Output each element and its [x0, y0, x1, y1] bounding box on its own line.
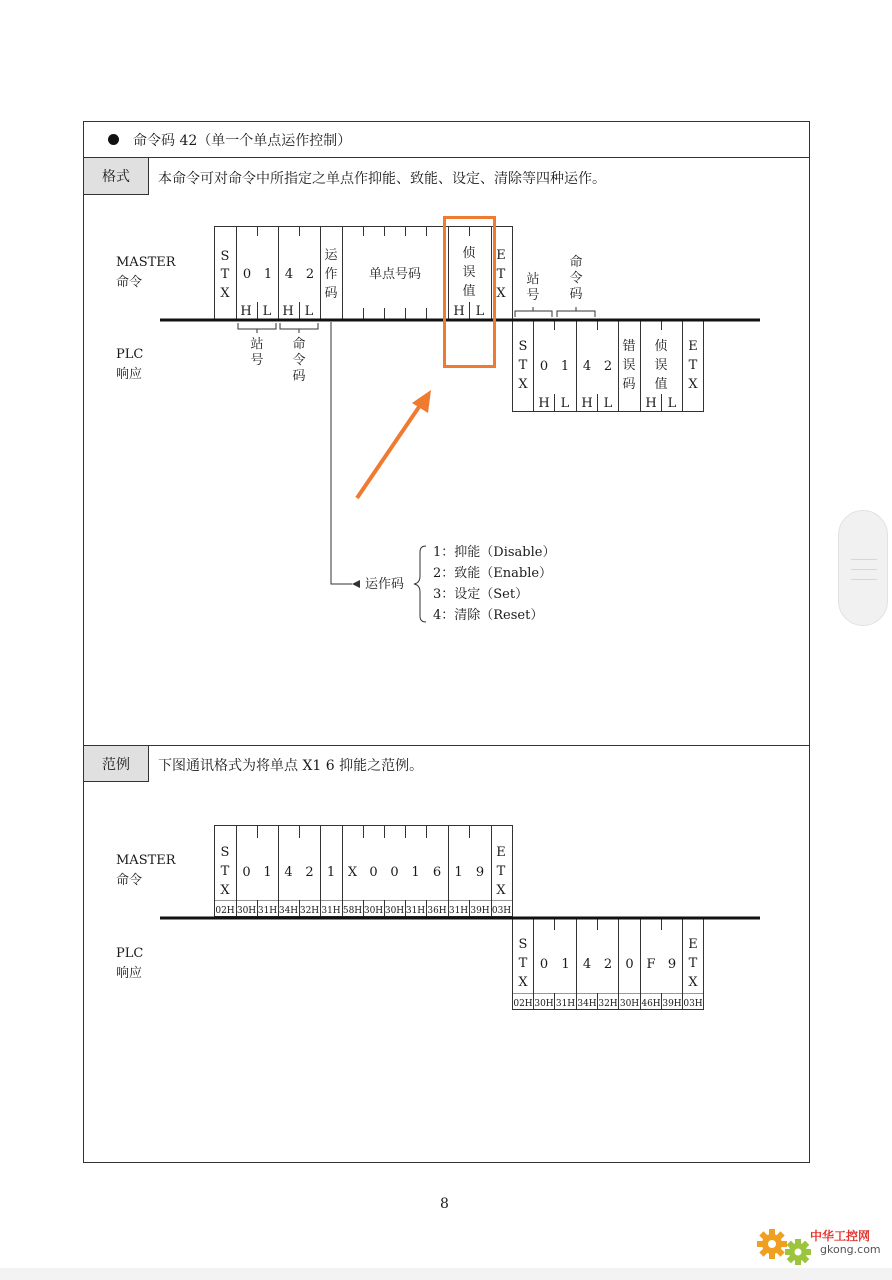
m-op-1: 运	[324, 248, 338, 263]
p-stx-t: T	[518, 358, 528, 373]
example-master-hex: 32H	[299, 906, 320, 916]
example-master-hex: 30H	[363, 906, 384, 916]
example-plc-char: 9	[667, 957, 677, 972]
example-plc-char: F	[646, 957, 656, 972]
m-op-2: 作	[324, 267, 338, 282]
example-plc-hex: 03H	[683, 999, 703, 1009]
example-master-hex: 36H	[427, 906, 447, 916]
example-plc-char: 2	[603, 957, 613, 972]
p-cmd-4: 4	[582, 359, 592, 374]
m-lrc-1: 侦	[462, 246, 476, 261]
example-master-char: 0	[242, 865, 251, 880]
gkong-watermark	[752, 1218, 887, 1268]
format-tag: 格式	[83, 157, 149, 195]
m-etx-e: E	[496, 248, 506, 263]
side-scroll-handle[interactable]	[838, 510, 888, 626]
p-etx-x: X	[688, 377, 698, 392]
m-lrc-2: 误	[462, 265, 476, 280]
above-station-1: 站	[526, 272, 540, 287]
example-master-hex: 31H	[321, 906, 341, 916]
p-station-1: 1	[560, 359, 570, 374]
example-master-char: 2	[305, 865, 314, 880]
handle-grip-line	[851, 579, 877, 580]
m-op-3: 码	[324, 286, 338, 301]
m-st-h: H	[240, 304, 252, 319]
ex-m-etx-t: T	[496, 864, 506, 879]
example-master-label: MASTER 命令	[116, 853, 176, 888]
example-master-char: X	[347, 865, 358, 880]
example-master-hex: 31H	[448, 906, 469, 916]
example-master-hex: 30H	[236, 906, 257, 916]
example-master-char: 0	[369, 865, 378, 880]
below-cmd-3: 码	[292, 369, 306, 384]
above-cmd-1: 命	[569, 255, 583, 270]
p-stx-s: S	[518, 339, 528, 354]
m-stx-x: X	[220, 286, 230, 301]
op-code-title: 运作码	[365, 577, 405, 592]
example-plc-char: 0	[539, 957, 549, 972]
m-cmd-2: 2	[305, 267, 315, 282]
example-plc-char: 0	[625, 957, 634, 972]
op-item-2: 2：致能（Enable）	[433, 566, 553, 581]
ex-p-stx-x: X	[518, 975, 528, 990]
p-lrc-3: 值	[654, 377, 668, 392]
ex-m-stx-s: S	[220, 845, 230, 860]
p-station-0: 0	[539, 359, 549, 374]
p-err-3: 码	[622, 377, 636, 392]
below-cmd-2: 令	[292, 353, 306, 368]
ex-p-etx-t: T	[688, 956, 698, 971]
op-item-1: 1：抑能（Disable）	[433, 545, 556, 560]
example-plc-hex: 31H	[555, 999, 576, 1009]
ex-m-etx-x: X	[496, 883, 506, 898]
example-plc-hex: 46H	[641, 999, 661, 1009]
example-plc-char: 1	[561, 957, 570, 972]
op-item-3: 3：设定（Set）	[433, 587, 529, 602]
ex-p-etx-e: E	[688, 937, 698, 952]
m-lrc-3: 值	[462, 284, 476, 299]
p-stx-x: X	[518, 377, 528, 392]
p-cmd-l: L	[603, 396, 613, 411]
m-cmd-h: H	[282, 304, 294, 319]
m-lrc-h: H	[453, 304, 465, 319]
example-master-char: 6	[432, 865, 442, 880]
m-cmd-l: L	[304, 304, 314, 319]
m-cmd-4: 4	[284, 267, 294, 282]
example-master-char: 1	[263, 865, 272, 880]
example-plc-hex: 32H	[598, 999, 618, 1009]
handle-grip-line	[851, 559, 877, 560]
example-master-char: 1	[454, 865, 463, 880]
format-plc-label: PLC 响应	[116, 347, 144, 382]
m-station-1: 1	[263, 267, 273, 282]
ex-p-stx-t: T	[518, 956, 528, 971]
m-stx-t: T	[220, 267, 230, 282]
p-etx-e: E	[688, 339, 698, 354]
example-master-char: 1	[326, 865, 336, 880]
format-master-label: MASTER 命令	[116, 255, 176, 290]
handle-grip-line	[851, 569, 877, 570]
page-number: 8	[440, 1196, 449, 1212]
example-master-hex: 39H	[470, 906, 490, 916]
above-station-2: 号	[526, 288, 540, 303]
m-etx-x: X	[496, 286, 506, 301]
example-master-hex: 34H	[278, 906, 299, 916]
example-master-hex: 58H	[342, 906, 363, 916]
below-station-2: 号	[250, 353, 264, 368]
m-st-l: L	[262, 304, 272, 319]
header-title: 命令码 42（单一个单点运作控制）	[133, 133, 352, 149]
example-plc-hex: 34H	[577, 999, 597, 1009]
above-cmd-2: 令	[569, 271, 583, 286]
below-station-1: 站	[250, 337, 264, 352]
example-plc-hex: 39H	[662, 999, 682, 1009]
ex-p-stx-s: S	[518, 937, 528, 952]
example-plc-hex: 02H	[513, 999, 533, 1009]
watermark-url: gkong.com	[820, 1243, 881, 1256]
m-lrc-l: L	[475, 304, 485, 319]
example-master-char: 0	[390, 865, 399, 880]
example-master-hex: 31H	[405, 906, 426, 916]
format-description: 本命令可对命令中所指定之单点作抑能、致能、设定、清除等四种运作。	[158, 171, 606, 187]
ex-m-etx-e: E	[496, 845, 506, 860]
ex-m-stx-t: T	[220, 864, 230, 879]
p-lrc-2: 误	[654, 358, 668, 373]
example-plc-hex: 30H	[534, 999, 554, 1009]
ex-p-etx-x: X	[688, 975, 698, 990]
ex-m-stx-x: X	[220, 883, 230, 898]
example-plc-char: 4	[582, 957, 592, 972]
above-cmd-3: 码	[569, 287, 583, 302]
p-lrc-l: L	[667, 396, 677, 411]
m-station-0: 0	[242, 267, 252, 282]
example-master-hex: 03H	[491, 906, 512, 916]
m-point: 单点号码	[368, 267, 422, 282]
example-master-char: 4	[284, 865, 293, 880]
watermark-name: 中华工控网	[810, 1229, 871, 1243]
example-master-hex: 31H	[257, 906, 278, 916]
p-cmd-2: 2	[603, 359, 613, 374]
example-tag: 范例	[83, 745, 149, 782]
p-etx-t: T	[688, 358, 698, 373]
example-master-hex: 30H	[384, 906, 405, 916]
example-plc-hex: 30H	[619, 999, 640, 1009]
p-st-h: H	[538, 396, 550, 411]
example-master-char: 9	[475, 865, 485, 880]
example-plc-label: PLC 响应	[116, 946, 144, 981]
p-lrc-h: H	[645, 396, 657, 411]
p-err-1: 错	[622, 339, 636, 354]
op-item-4: 4：清除（Reset）	[433, 608, 544, 623]
p-lrc-1: 侦	[654, 339, 668, 354]
p-st-l: L	[560, 396, 570, 411]
below-cmd-1: 命	[292, 337, 306, 352]
m-stx-s: S	[220, 249, 230, 264]
m-etx-t: T	[496, 267, 506, 282]
p-cmd-h: H	[581, 396, 593, 411]
example-description: 下图通讯格式为将单点 X1 6 抑能之范例。	[158, 758, 424, 774]
example-master-char: 1	[411, 865, 420, 880]
p-err-2: 误	[622, 358, 636, 373]
example-master-hex: 02H	[215, 906, 235, 916]
